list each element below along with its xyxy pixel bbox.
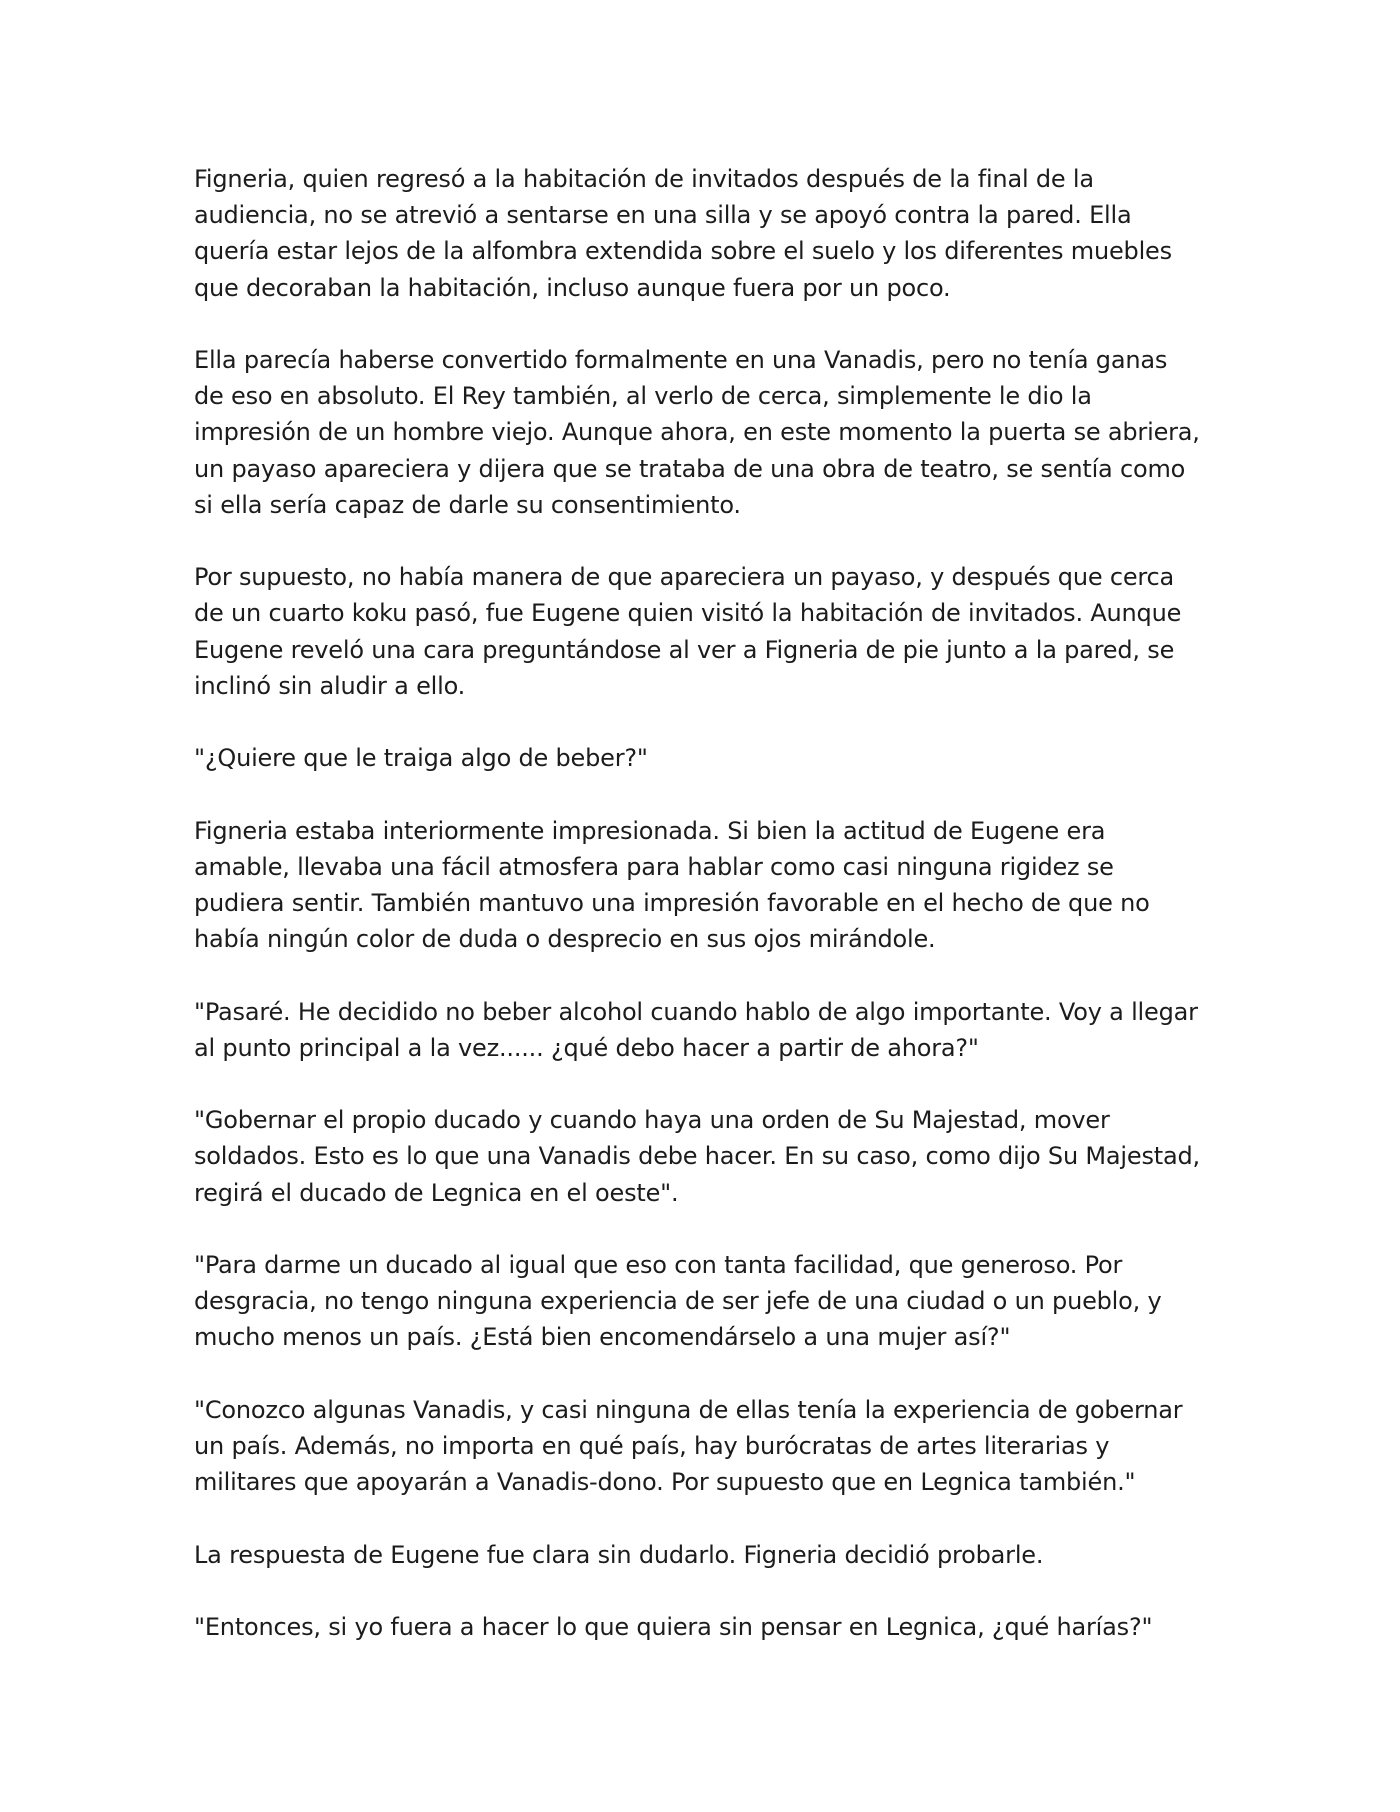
document-body [194,161,1204,1681]
paragraph-7: "Gobernar el propio ducado y cuando haya una orden de Su Majestad, mover soldados. Esto es lo que una Vanadis debe hacer. En su caso, como dijo Su Majestad, regirá el ducado de Legnica en el oeste". [194,1106,1200,1207]
paragraph-6: "Pasaré. He decidido no beber alcohol cuando hablo de algo importante. Voy a llegar al punto principal a la vez...... ¿qué debo hacer a partir de ahora?" [194,997,1198,1062]
paragraph-5: Figneria estaba interiormente impresionada. Si bien la actitud de Eugene era amable, llevaba una fácil atmosfera para hablar como casi ninguna rigidez se pudiera sentir. También mantuvo una impresión favorable en el hecho de que no había ningún color de duda o desprecio en sus ojos mirándole. [194,816,1150,954]
paragraph-8: "Para darme un ducado al igual que eso con tanta facilidad, que generoso. Por desgracia, no tengo ninguna experiencia de ser jefe de una ciudad o un pueblo, y mucho menos un país. ¿Está bien encomendárselo a una mujer así?" [194,1250,1162,1352]
paragraph-1: Figneria, quien regresó a la habitación de invitados después de la final de la audiencia, no se atrevió a sentarse en una silla y se apoyó contra la pared. Ella quería estar lejos de la alfombra extendida sobre el suelo y los diferentes muebles que decoraban la habitación, incluso aunque fuera por un poco. [194,165,1172,302]
paragraph-3: Por supuesto, no había manera de que apareciera un payaso, y después que cerca de un cuarto koku pasó, fue Eugene quien visitó la habitación de invitados. Aunque Eugene reveló una cara preguntándose al ver a Figneria de pie junto a la pared, se inclinó sin aludir a ello. [194,563,1182,700]
paragraph-10: La respuesta de Eugene fue clara sin dudarlo. Figneria decidió probarle. [194,1540,1044,1569]
paragraph-11: "Entonces, si yo fuera a hacer lo que quiera sin pensar en Legnica, ¿qué harías?" [194,1612,1153,1641]
paragraph-4: "¿Quiere que le traiga algo de beber?" [194,744,648,773]
paragraph-9: "Conozco algunas Vanadis, y casi ninguna de ellas tenía la experiencia de gobernar un país. Además, no importa en qué país, hay burócratas de artes literarias y militares que apoyarán a Vanadis-dono. Por supuesto que en Legnica también." [194,1395,1183,1497]
paragraph-2: Ella parecía haberse convertido formalmente en una Vanadis, pero no tenía ganas de eso en absoluto. El Rey también, al verlo de cerca, simplemente le dio la impresión de un hombre viejo. Aunque ahora, en este momento la puerta se abriera, un payaso apareciera y dijera que se trataba de una obra de teatro, se sentía como si ella sería capaz de darle su consentimiento. [194,346,1200,519]
